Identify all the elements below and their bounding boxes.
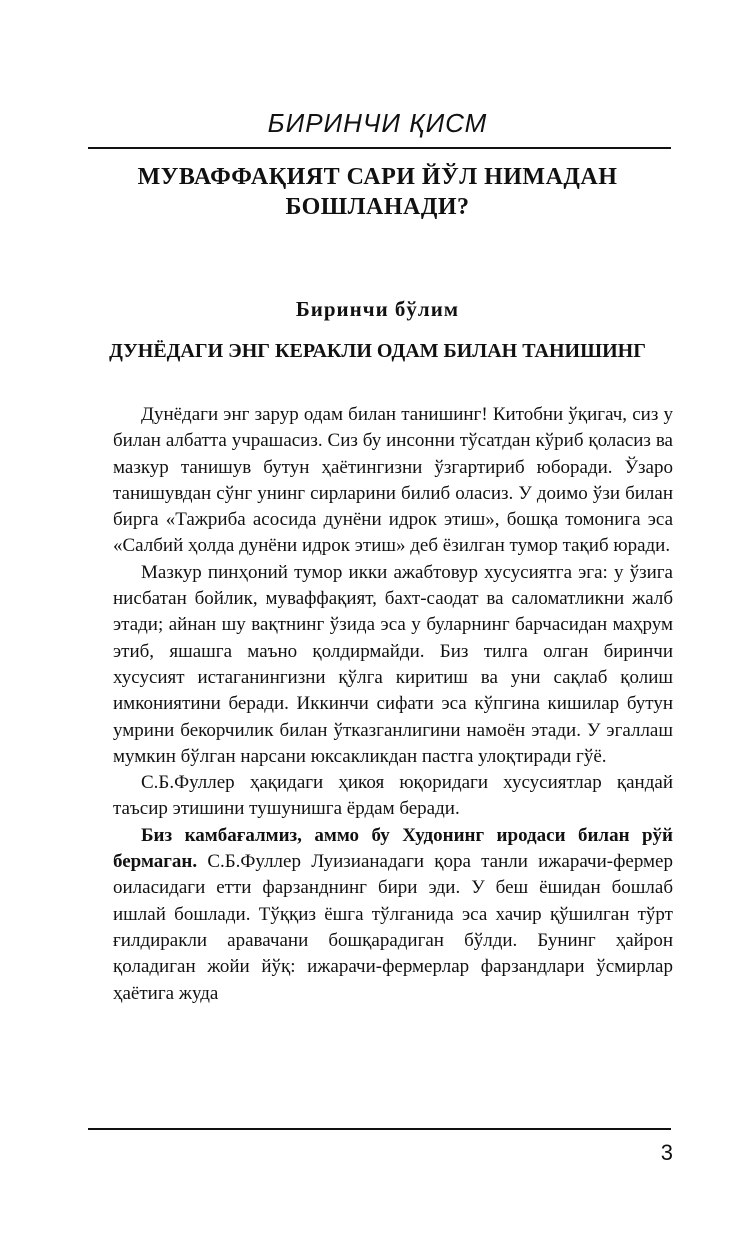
paragraph-3-text: С.Б.Фуллер ҳақидаги ҳикоя юқоридаги хусусиятлар қандай таъсир этишини тушунишга ёрдам беради. xyxy=(113,772,673,820)
part-title: МУВАФФАҚИЯТ САРИ ЙЎЛ НИМАДАН БОШЛАНАДИ? xyxy=(137,164,618,220)
paragraph-4-bold-lead: Биз камбағалмиз, аммо бу Худонинг иродаси билан рўй бермаган. xyxy=(113,824,673,873)
paragraph-4 xyxy=(113,823,673,1007)
paragraph-3 xyxy=(113,770,673,823)
running-head: БИРИНЧИ ҚИСМ xyxy=(267,108,488,138)
section-title: ДУНЁДАГИ ЭНГ КЕРАКЛИ ОДАМ БИЛАН ТАНИШИНГ xyxy=(109,340,646,362)
paragraph-2 xyxy=(113,560,673,770)
page-number: 3 xyxy=(660,1140,673,1165)
section-heading: Биринчи бўлим xyxy=(295,297,460,321)
header-rule xyxy=(88,147,671,149)
paragraph-2-text: Мазкур пинҳоний тумор икки ажабтовур хусусиятга эга: у ўзига нисбатан бойлик, муваффақият, бахт-саодат ва саломатликни жалб этади; айнан шу вақтнинг ўзида эса у буларнинг барчасидан маҳрум этиб, яшашга маъно қолдирмайди. Биз тилга олган биринчи хусусият истаганингизни қўлга киритиш ва уни сақлаб қолиш имкониятини беради. Иккинчи сифати эса кўпгина кишилар бутун умрини бекорчилик билан ўтказганлигини намоён этади. У эгаллаш мумкин бўлган нарсани юксакликдан пастга улоқтиради гўё. xyxy=(113,561,673,767)
footer-rule xyxy=(88,1128,671,1130)
body-text xyxy=(113,402,673,1007)
paragraph-1-text: Дунёдаги энг зарур одам билан танишинг! Китобни ўқигач, сиз у билан албатта учрашасиз. Сиз бу инсонни тўсатдан кўриб қоласиз ва мазкур танишув бутун ҳаётингизни ўзгартириб юборади. Ўзаро танишувдан сўнг унинг сирларини билиб оласиз. У доимо ўзи билан бирга «Тажриба асосида дунёни идрок этиш», бошқа томонига эса «Салбий ҳолда дунёни идрок этиш» деб ёзилган тумор тақиб юради. xyxy=(113,404,673,557)
paragraph-1 xyxy=(113,402,673,560)
paragraph-4-text: С.Б.Фуллер Луизианадаги қора танли ижарачи-фермер оиласидаги етти фарзанднинг бири эди. У беш ёшидан бошлаб ишлай бошлади. Тўққиз ёшга тўлганида эса хачир қўшилган тўрт ғилдиракли аравачани бошқарадиган бўлди. Бунинг ҳайрон қоладиган жойи йўқ: ижарачи-фермерлар фарзандлари ўсмирлар ҳаётига жуда xyxy=(113,851,673,1004)
